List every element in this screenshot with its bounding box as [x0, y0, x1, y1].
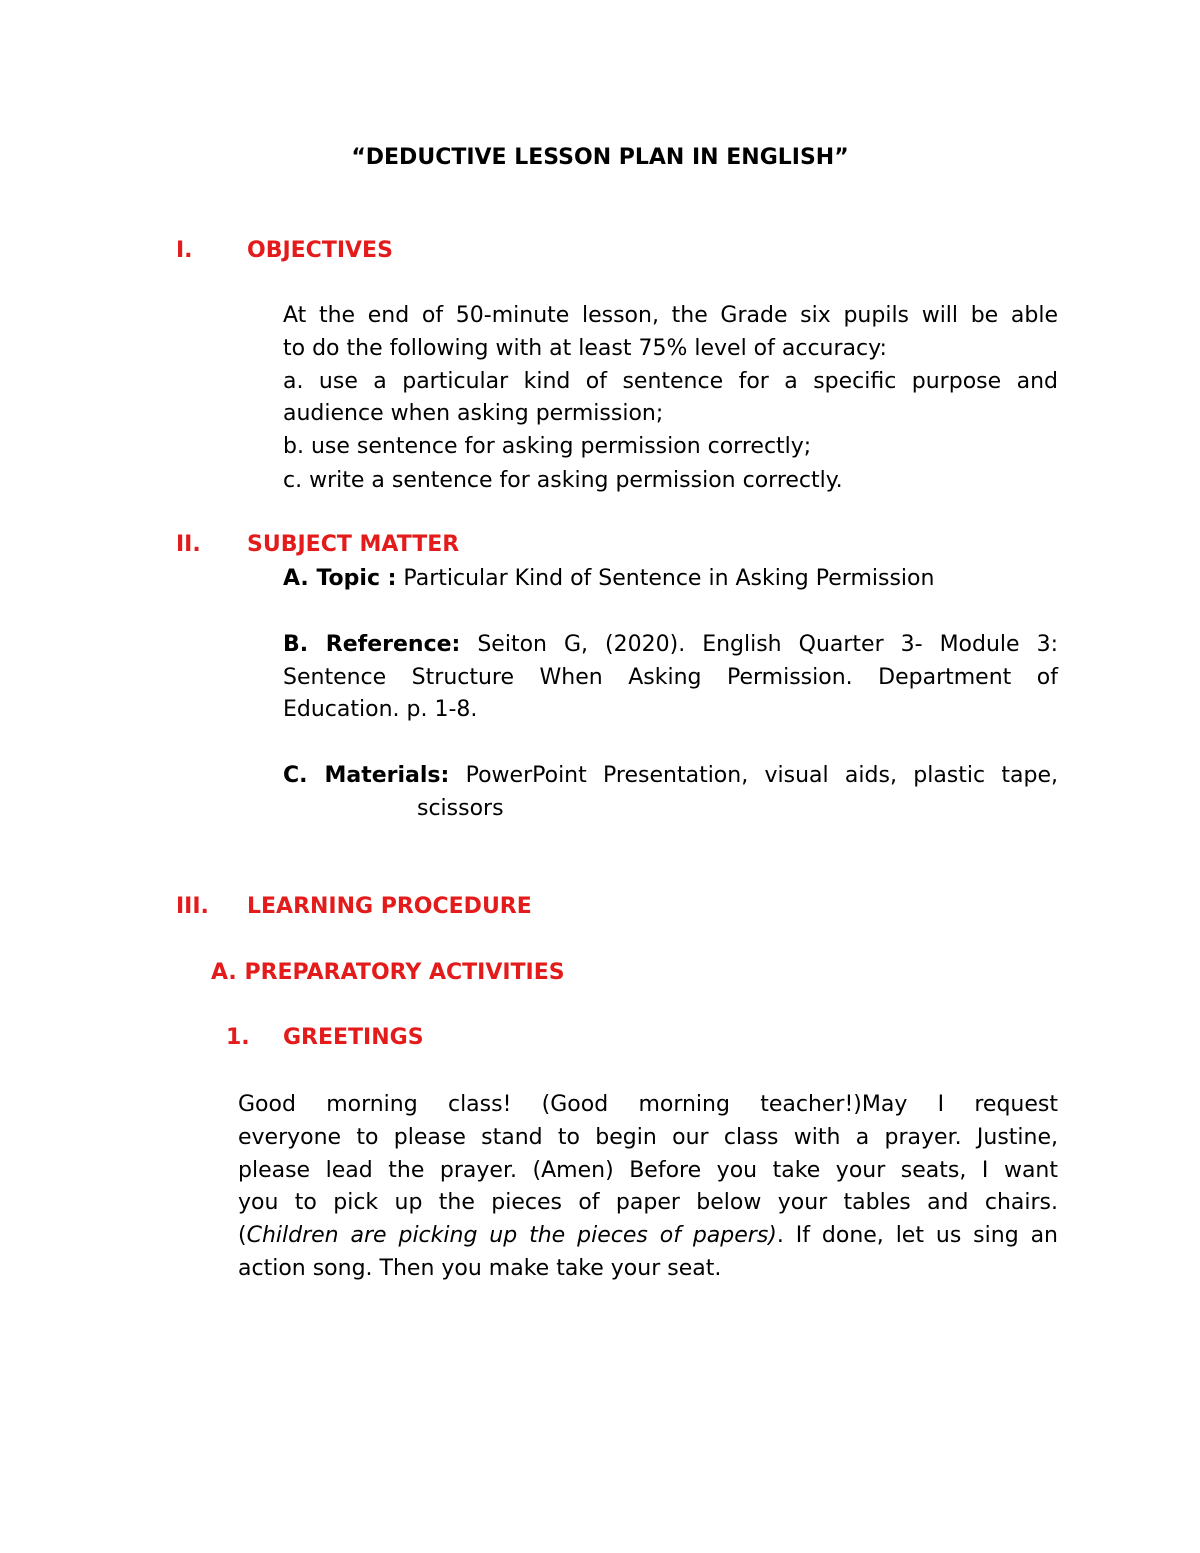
- section-number-subject-matter: II.: [176, 532, 201, 557]
- greeting-line6: action song. Then you make take your seat.: [238, 1256, 722, 1281]
- topic-value: Particular Kind of Sentence in Asking Permission: [396, 566, 935, 591]
- greeting-line5-italic: Children are picking up the pieces of papers): [246, 1223, 777, 1248]
- reference-line2: Sentence Structure When Asking Permission. Department of: [283, 665, 1058, 690]
- materials-line2: scissors: [417, 796, 504, 821]
- materials-text-line1: PowerPoint Presentation, visual aids, plastic tape,: [449, 763, 1058, 788]
- reference-line1: [283, 629, 1058, 661]
- reference-text-line1: Seiton G, (2020). English Quarter 3- Module 3:: [460, 632, 1058, 657]
- reference-line3: Education. p. 1-8.: [283, 697, 478, 722]
- document-title: “DEDUCTIVE LESSON PLAN IN ENGLISH”: [351, 145, 849, 170]
- objectives-intro-line2: to do the following with at least 75% level of accuracy:: [283, 336, 887, 361]
- reference-label: B. Reference:: [283, 632, 461, 657]
- subheading-preparatory-activities: A. PREPARATORY ACTIVITIES: [211, 960, 565, 985]
- section-number-objectives: I.: [176, 238, 193, 263]
- greeting-line3: please lead the prayer. (Amen) Before you take your seats, I want: [238, 1158, 1058, 1183]
- section-heading-subject-matter: SUBJECT MATTER: [247, 532, 460, 557]
- section-heading-objectives: OBJECTIVES: [247, 238, 393, 263]
- greeting-line1: Good morning class! (Good morning teacher!)May I request: [238, 1092, 1058, 1117]
- step-number-greetings: 1.: [226, 1025, 250, 1050]
- greeting-line5-open: (: [238, 1223, 247, 1248]
- topic-label: A. Topic :: [283, 566, 397, 591]
- materials-label: C. Materials:: [283, 763, 450, 788]
- section-number-learning-procedure: III.: [176, 894, 209, 919]
- topic-row: [283, 563, 934, 595]
- materials-line1: [283, 760, 1058, 792]
- greeting-line5-rest: . If done, let us sing an: [776, 1223, 1058, 1248]
- step-heading-greetings: GREETINGS: [283, 1025, 424, 1050]
- greeting-line4: you to pick up the pieces of paper below your tables and chairs.: [238, 1190, 1058, 1215]
- section-heading-learning-procedure: LEARNING PROCEDURE: [247, 894, 532, 919]
- objective-item-b: b. use sentence for asking permission correctly;: [283, 434, 812, 459]
- objective-item-a-line2: audience when asking permission;: [283, 401, 664, 426]
- greeting-line5: [238, 1220, 1058, 1252]
- greeting-line2: everyone to please stand to begin our class with a prayer. Justine,: [238, 1125, 1058, 1150]
- objectives-intro-line1: At the end of 50-minute lesson, the Grade six pupils will be able: [283, 303, 1058, 328]
- objective-item-a-line1: a. use a particular kind of sentence for a specific purpose and: [283, 369, 1058, 394]
- objective-item-c: c. write a sentence for asking permission correctly.: [283, 468, 843, 493]
